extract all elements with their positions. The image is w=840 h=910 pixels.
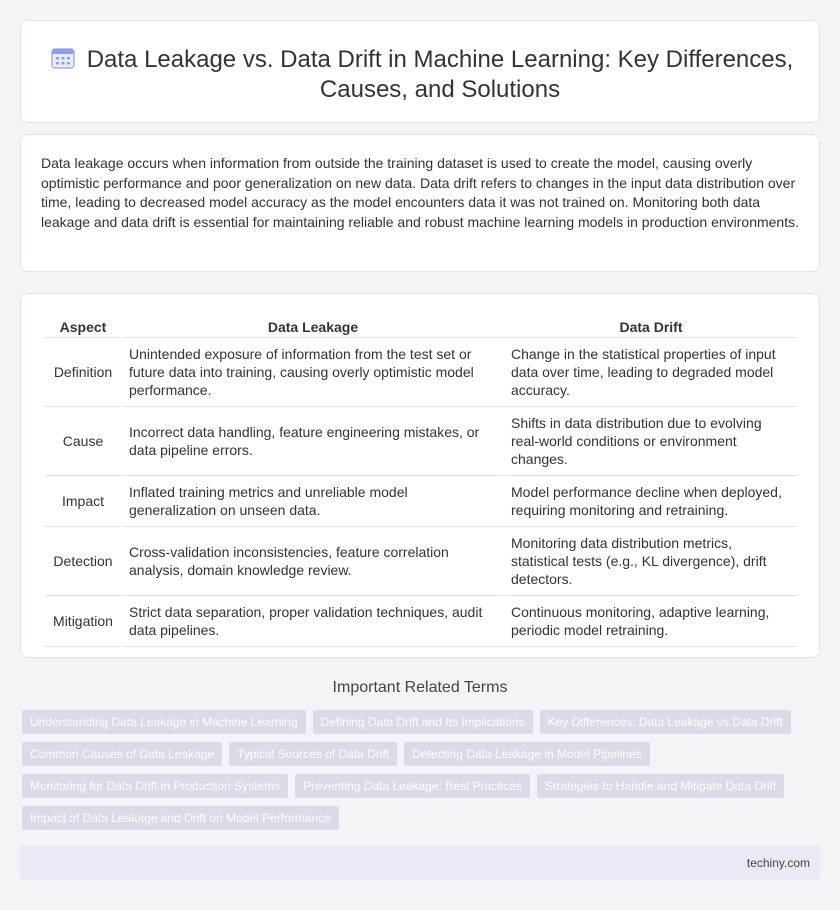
table-row (45, 407, 797, 476)
related-term-link[interactable]: Preventing Data Leakage: Best Practices (295, 774, 530, 798)
row-leakage: Incorrect data handling, feature engineering mistakes, or data pipeline errors. (123, 407, 503, 476)
header-card (20, 20, 820, 123)
related-terms-title: Important Related Terms (332, 679, 508, 696)
related-term-link[interactable]: Common Causes of Data Leakage (22, 742, 222, 766)
row-drift: Continuous monitoring, adaptive learning, periodic model retraining. (505, 596, 797, 647)
header-data-leakage: Data Leakage (123, 315, 503, 338)
row-aspect: Detection (45, 527, 121, 596)
row-aspect: Cause (45, 407, 121, 476)
row-aspect: Impact (45, 476, 121, 527)
related-term-link[interactable]: Monitoring for Data Drift in Production Systems (22, 774, 288, 798)
related-term-link[interactable]: Impact of Data Leakage and Drift on Model Performance (22, 806, 339, 830)
related-term-link[interactable]: Detecting Data Leakage in Model Pipelines (404, 742, 649, 766)
row-aspect: Mitigation (45, 596, 121, 647)
row-leakage: Unintended exposure of information from the test set or future data into training, causing overly optimistic model performance. (123, 338, 503, 407)
row-leakage: Cross-validation inconsistencies, feature correlation analysis, domain knowledge review. (123, 527, 503, 596)
header-data-drift: Data Drift (505, 315, 797, 338)
header-aspect: Aspect (45, 315, 121, 338)
related-term-link[interactable]: Key Differences: Data Leakage vs Data Drift (540, 710, 791, 734)
row-drift: Change in the statistical properties of input data over time, leading to degraded model accuracy. (505, 338, 797, 407)
table-row (45, 476, 797, 527)
table-row (45, 596, 797, 647)
row-aspect: Definition (45, 338, 121, 407)
table-header-row (45, 315, 797, 338)
table-row (45, 527, 797, 596)
footer (20, 846, 820, 880)
page-title: Data Leakage vs. Data Drift in Machine Learning: Key Differences, Causes, and Solutions (86, 46, 794, 103)
intro-paragraph: Data leakage occurs when information from outside the training dataset is used to create the model, causing overly optimistic performance and poor generalization on new data. Data drift refers to changes in the input data distribution over time, leading to decreased model accuracy as the model encounters data it was not trained on. Monitoring both data leakage and data drift is essential for maintaining reliable and robust machine learning models in production environments. (41, 155, 799, 230)
row-leakage: Inflated training metrics and unreliable model generalization on unseen data. (123, 476, 503, 527)
table-row (45, 338, 797, 407)
row-drift: Shifts in data distribution due to evolving real-world conditions or environment changes. (505, 407, 797, 476)
related-term-link[interactable]: Typical Sources of Data Drift (229, 742, 397, 766)
row-drift: Model performance decline when deployed, requiring monitoring and retraining. (505, 476, 797, 527)
related-term-link[interactable]: Understanding Data Leakage in Machine Learning (22, 710, 306, 734)
related-terms-list (22, 710, 802, 830)
intro-card (20, 134, 820, 272)
related-term-link[interactable]: Strategies to Handle and Mitigate Data Drift (537, 774, 784, 798)
row-leakage: Strict data separation, proper validation techniques, audit data pipelines. (123, 596, 503, 647)
footer-site-link[interactable]: techiny.com (746, 856, 810, 870)
comparison-table-card (20, 293, 820, 658)
related-term-link[interactable]: Defining Data Drift and Its Implications (313, 710, 533, 734)
row-drift: Monitoring data distribution metrics, statistical tests (e.g., KL divergence), drift detectors. (505, 527, 797, 596)
comparison-table (43, 315, 799, 647)
